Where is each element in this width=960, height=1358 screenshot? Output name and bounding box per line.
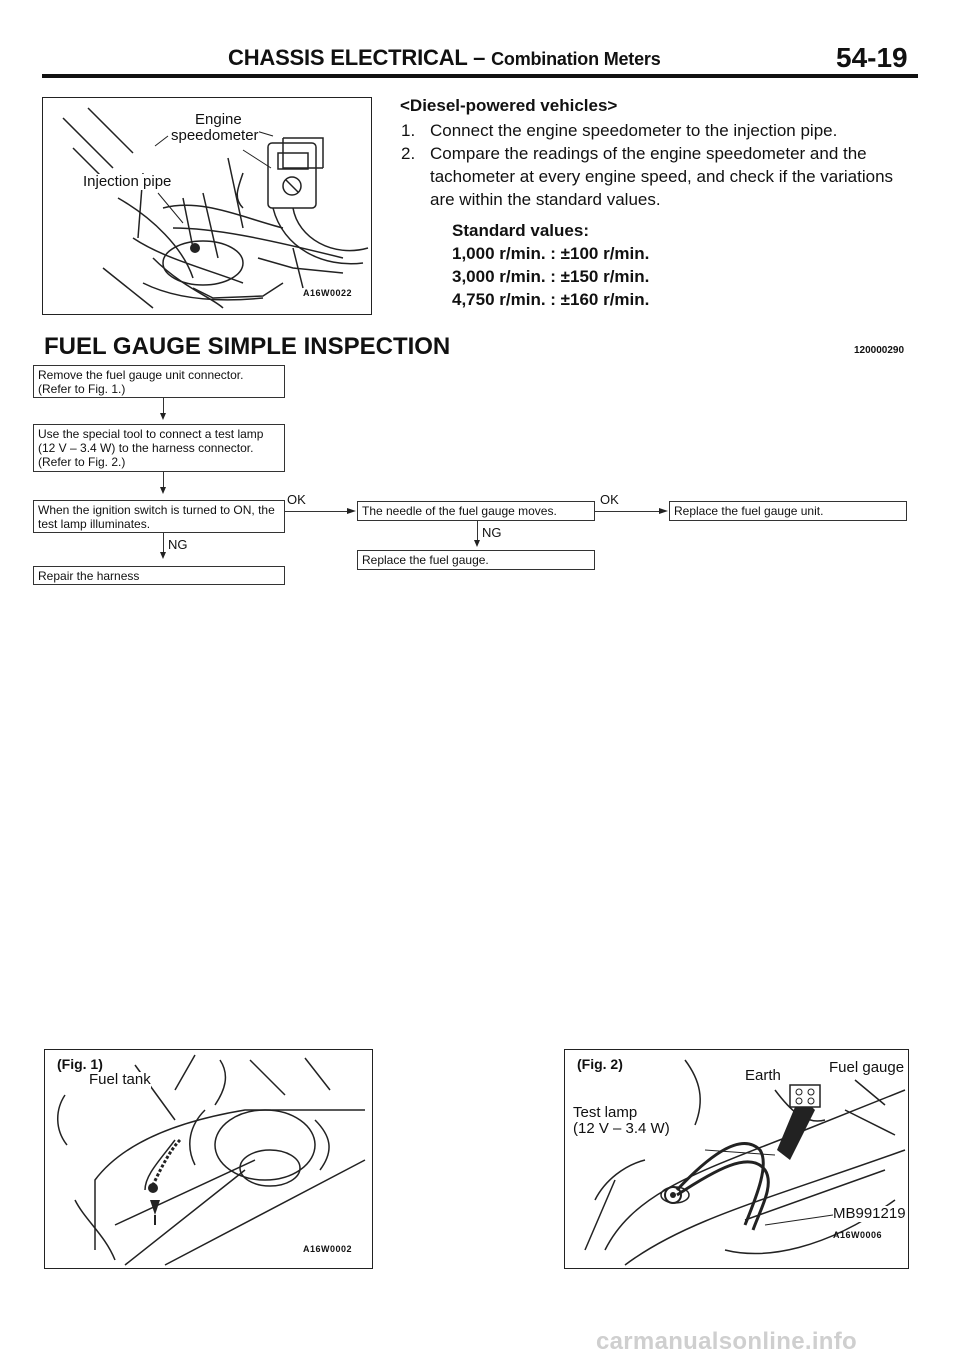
ok-label: OK xyxy=(287,492,306,507)
ng-label: NG xyxy=(168,537,188,552)
fig2-caption: (Fig. 2) xyxy=(577,1056,623,1072)
flow-connector xyxy=(163,472,164,488)
label-speedometer: speedometer xyxy=(171,127,259,144)
label-fuel-tank: Fuel tank xyxy=(89,1071,151,1088)
flow-box-replace-gauge: Replace the fuel gauge. xyxy=(357,550,595,570)
fig2-code: A16W0006 xyxy=(833,1230,883,1240)
flow-box-remove-connector: Remove the fuel gauge unit connector. (Refer to Fig. 1.) xyxy=(33,365,285,398)
step-text: Connect the engine speedometer to the injection pipe. xyxy=(430,121,838,140)
label-test-lamp-spec: (12 V – 3.4 W) xyxy=(573,1120,670,1137)
flow-box-needle-moves: The needle of the fuel gauge moves. xyxy=(357,501,595,521)
label-earth: Earth xyxy=(745,1067,781,1084)
standard-value: 4,750 r/min. : ±160 r/min. xyxy=(452,290,650,309)
step-number: 1. xyxy=(401,121,416,140)
flow-arrow xyxy=(160,413,166,420)
section-title: FUEL GAUGE SIMPLE INSPECTION xyxy=(44,333,451,360)
fig2-test-lamp xyxy=(564,1049,909,1269)
flow-connector xyxy=(163,398,164,414)
ok-label: OK xyxy=(600,492,619,507)
step-item xyxy=(400,142,920,211)
header-rule xyxy=(42,74,918,78)
label-test-lamp: Test lamp xyxy=(573,1104,638,1121)
flow-box-repair-harness: Repair the harness xyxy=(33,566,285,585)
flow-arrow xyxy=(347,508,356,514)
flow-connector xyxy=(595,511,662,512)
flow-connector xyxy=(477,521,478,541)
engine-speedometer-figure xyxy=(42,97,372,315)
ng-label: NG xyxy=(482,525,502,540)
figure-code: A16W0022 xyxy=(303,288,353,298)
flow-connector xyxy=(163,533,164,553)
diesel-heading: <Diesel-powered vehicles> xyxy=(400,96,618,115)
flow-arrow xyxy=(160,487,166,494)
fig1-fuel-tank xyxy=(44,1049,373,1269)
step-item xyxy=(400,119,920,142)
flow-box-ignition-test: When the ignition switch is turned to ON, the test lamp illuminates. xyxy=(33,500,285,533)
step-text: Compare the readings of the engine speedometer and the tachometer at every engine speed, and check if the variations are within the standard values. xyxy=(430,144,894,209)
page-header-title xyxy=(228,45,661,71)
diesel-procedure xyxy=(400,94,920,311)
step-number: 2. xyxy=(401,144,416,163)
flow-arrow xyxy=(474,540,480,547)
watermark-text: carmanualsonline.info xyxy=(596,1328,858,1355)
standard-values xyxy=(452,219,920,311)
label-fuel-gauge: Fuel gauge xyxy=(829,1059,905,1076)
header-section: CHASSIS ELECTRICAL – xyxy=(228,45,486,70)
label-engine: Engine xyxy=(195,111,242,128)
standard-value: 1,000 r/min. : ±100 r/min. xyxy=(452,244,650,263)
fig1-code: A16W0002 xyxy=(303,1244,353,1254)
page-number: 54-19 xyxy=(836,42,908,73)
flow-arrow xyxy=(160,552,166,559)
flow-connector xyxy=(285,511,351,512)
section-code: 120000290 xyxy=(854,345,905,356)
flow-arrow xyxy=(659,508,668,514)
label-injection-pipe: Injection pipe xyxy=(83,173,172,190)
fig1-caption: (Fig. 1) xyxy=(57,1056,103,1072)
standard-values-label: Standard values: xyxy=(452,221,589,240)
flow-box-connect-test-lamp: Use the special tool to connect a test lamp (12 V – 3.4 W) to the harness connector. (Refer to Fig. 2.) xyxy=(33,424,285,472)
header-subsection: Combination Meters xyxy=(491,49,661,69)
label-special-tool: MB991219 xyxy=(833,1205,906,1222)
flow-box-replace-gauge-unit: Replace the fuel gauge unit. xyxy=(669,501,907,521)
standard-value: 3,000 r/min. : ±150 r/min. xyxy=(452,267,650,286)
